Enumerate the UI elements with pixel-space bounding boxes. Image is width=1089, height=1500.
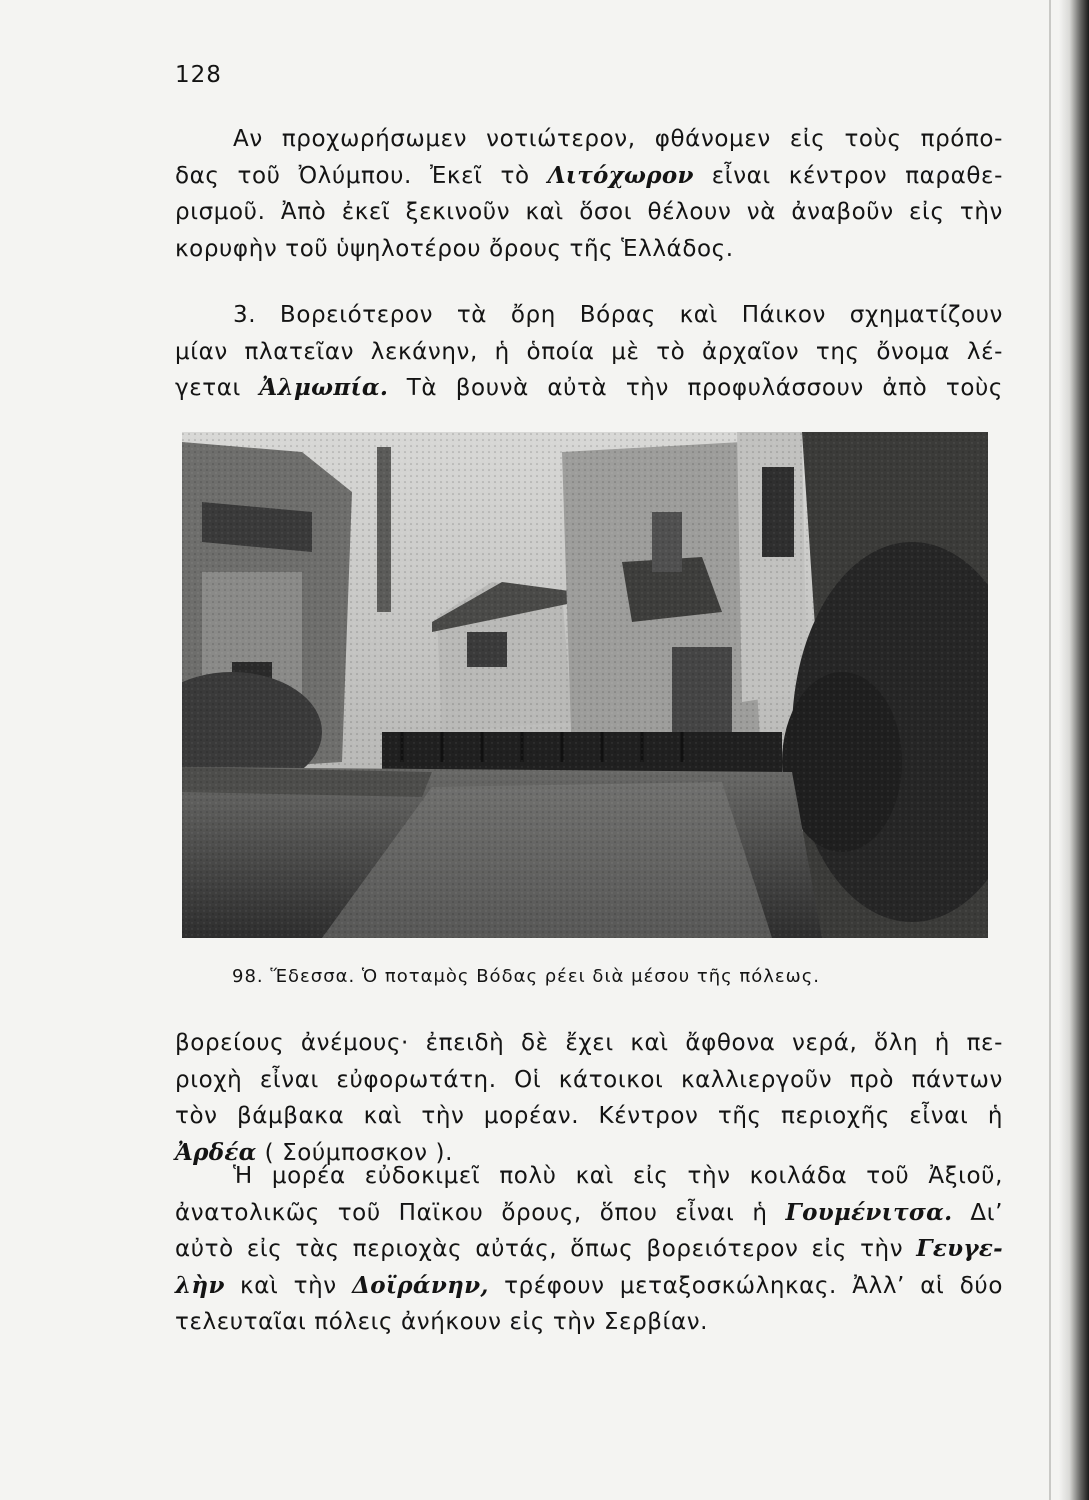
text-run: μίαν πλατεῖαν λεκάνην, ἡ ὁποία μὲ τὸ ἀρχαῖον της ὄνομα λέ- xyxy=(175,338,1003,365)
page-fold-line xyxy=(1049,0,1051,1500)
text-run: κορυφὴν τοῦ ὑψηλοτέρου ὄρους τῆς Ἑλλάδος. xyxy=(175,235,734,262)
place-name-gevgelija: Γευγε- xyxy=(916,1235,1003,1262)
place-name-almopia: Ἀλμωπία. xyxy=(259,374,389,401)
paragraph-axios-valley xyxy=(175,1158,1003,1341)
text-line xyxy=(175,1025,1003,1062)
text-run: ( Σούμποσκον ). xyxy=(256,1139,453,1166)
text-run: καὶ τὴν xyxy=(224,1272,353,1299)
text-line xyxy=(175,1062,1003,1099)
text-line xyxy=(175,334,1003,371)
text-run: εἶναι κέντρον παραθε- xyxy=(693,162,1003,189)
text-run: Αν προχωρήσωμεν νοτιώτερον, φθάνομεν εἰς τοὺς πρόπο- xyxy=(233,126,1003,152)
text-line xyxy=(175,1158,1003,1195)
text-line xyxy=(175,1304,1003,1341)
text-line xyxy=(175,1231,1003,1268)
paragraph-olympus xyxy=(175,121,1003,267)
text-line xyxy=(175,194,1003,231)
text-line xyxy=(175,1195,1003,1232)
figure-caption: 98. Ἕδεσσα. Ὁ ποταμὸς Βόδας ρέει διὰ μέσου τῆς πόλεως. xyxy=(232,966,820,987)
text-line xyxy=(175,1098,1003,1135)
page-number: 128 xyxy=(175,62,222,88)
place-name-goumenitsa: Γουμένιτσα. xyxy=(785,1198,953,1226)
place-name-litochoro: Λιτόχωρον xyxy=(547,161,694,189)
text-run: γεται xyxy=(175,375,260,401)
text-run: ρισμοῦ. Ἀπὸ ἐκεῖ ξεκινοῦν καὶ ὅσοι θέλουν νὰ ἀναβοῦν εἰς τὴν xyxy=(175,199,1003,225)
photo-edessa-river xyxy=(182,432,988,938)
book-spine-shadow xyxy=(1059,0,1089,1500)
text-line xyxy=(175,121,1003,158)
text-line xyxy=(175,231,1003,268)
text-run: Τὰ βουνὰ αὐτὰ τὴν προφυλάσσουν ἀπὸ τοὺς xyxy=(388,375,1004,401)
photo-illustration xyxy=(182,432,988,938)
text-run: αὐτὸ εἰς τὰς περιοχὰς αὐτάς, ὅπως βορειότερον εἰς τὴν xyxy=(175,1236,917,1262)
text-run: βορείους ἀνέμους· ἐπειδὴ δὲ ἔχει καὶ ἄφθονα νερά, ὅλη ἡ πε- xyxy=(175,1030,1003,1056)
paragraph-ardea xyxy=(175,1025,1003,1171)
text-run: τὸν βάμβακα καὶ τὴν μορέαν. Κέντρον τῆς περιοχῆς εἶναι ἡ xyxy=(175,1103,1003,1129)
text-run: Δι’ xyxy=(952,1199,1003,1226)
text-run: 3. Βορειότερον τὰ ὄρη Βόρας καὶ Πάικον σχηματίζουν xyxy=(233,302,1003,328)
text-run: δας τοῦ Ὀλύμπου. Ἐκεῖ τὸ xyxy=(175,162,548,189)
text-run: τρέφουν μεταξοσκώληκας. Ἀλλ’ αἱ δύο xyxy=(488,1272,1003,1299)
place-name-ardea: Ἀρδέα xyxy=(175,1138,257,1166)
text-run: ριοχὴ εἶναι εὐφορωτάτη. Οἱ κάτοικοι καλλιεργοῦν πρὸ πάντων xyxy=(175,1066,1003,1093)
paragraph-almopia xyxy=(175,297,1003,407)
text-line xyxy=(175,158,1003,195)
text-line xyxy=(175,1268,1003,1305)
text-line xyxy=(175,297,1003,334)
place-name-gevgelija-cont: λὴν xyxy=(175,1271,225,1299)
text-run: ἀνατολικῶς τοῦ Παϊκου ὄρους, ὅπου εἶναι ἡ xyxy=(175,1199,786,1226)
place-name-doiran: Δοϊράνην, xyxy=(352,1271,489,1299)
text-run: Ἡ μορέα εὐδοκιμεῖ πολὺ καὶ εἰς τὴν κοιλάδα τοῦ Ἀξιοῦ, xyxy=(233,1163,1003,1189)
text-run: τελευταῖαι πόλεις ἀνήκουν εἰς τὴν Σερβίαν. xyxy=(175,1309,709,1335)
text-line xyxy=(175,370,1003,407)
